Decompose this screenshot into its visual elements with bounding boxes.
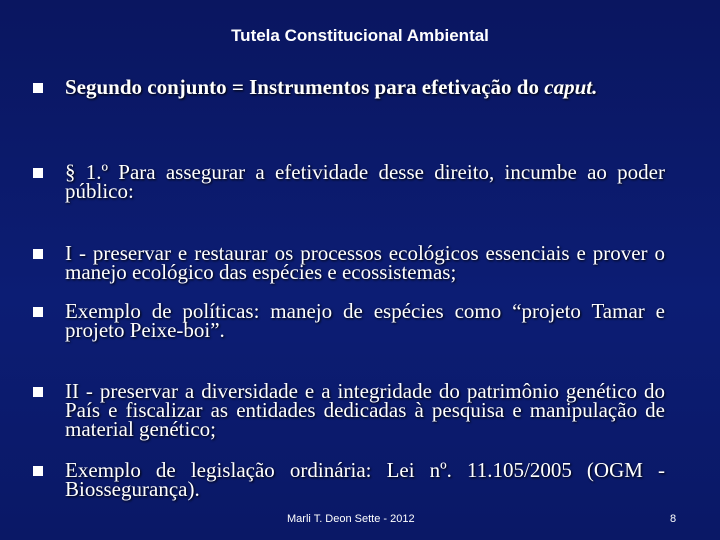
list-item-text: Segundo conjunto = Instrumentos para efetivação do: [65, 75, 539, 99]
square-bullet-icon: [33, 249, 43, 259]
list-item: II - preservar a diversidade e a integridade do patrimônio genético do País e fiscalizar as entidades dedicadas à pesquisa e manipulação de material genético;: [65, 379, 665, 441]
square-bullet-icon: [33, 83, 43, 93]
list-item-italic-text: caput.: [544, 75, 598, 99]
square-bullet-icon: [33, 466, 43, 476]
list-item: Exemplo de legislação ordinária: Lei nº. 11.105/2005 (OGM - Biossegurança).: [65, 458, 665, 501]
slide-title: Tutela Constitucional Ambiental: [231, 26, 489, 45]
list-item: [65, 75, 665, 99]
page-number: 8: [670, 513, 677, 525]
list-item: § 1.º Para assegurar a efetividade desse direito, incumbe ao poder público:: [65, 160, 665, 203]
square-bullet-icon: [33, 387, 43, 397]
square-bullet-icon: [33, 168, 43, 178]
list-item: I - preservar e restaurar os processos ecológicos essenciais e prover o manejo ecológico das espécies e ecossistemas;: [65, 241, 665, 284]
square-bullet-icon: [33, 307, 43, 317]
list-item: Exemplo de políticas: manejo de espécies como “projeto Tamar e projeto Peixe-boi”.: [65, 299, 665, 342]
footer-author: Marli T. Deon Sette - 2012: [287, 513, 415, 525]
